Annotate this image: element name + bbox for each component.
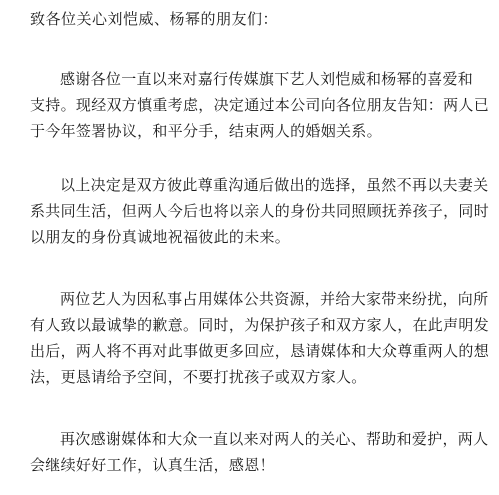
paragraph-line: 系共同生活，但两人今后也将以亲人的身份共同照顾抚养孩子，同时 (30, 202, 490, 220)
paragraph-apology (30, 286, 490, 390)
paragraph-line: 出后，两人将不再对此事做更多回应，恳请媒体和大众尊重两人的想 (30, 342, 490, 360)
paragraph-line: 感谢各位一直以来对嘉行传媒旗下艺人刘恺威和杨幂的喜爱和 (60, 70, 474, 88)
paragraph-line: 有人致以最诚挚的歉意。同时，为保护孩子和双方家人，在此声明发 (30, 316, 490, 334)
paragraph-thanks (30, 66, 490, 144)
paragraph-line: 以朋友的身份真诚地祝福彼此的未来。 (30, 228, 291, 246)
paragraph-line: 支持。现经双方慎重考虑，决定通过本公司向各位朋友告知：两人已 (30, 96, 490, 114)
paragraph-line: 两位艺人为因私事占用媒体公共资源，并给大家带来纷扰，向所 (60, 290, 489, 308)
paragraph-decision (30, 172, 490, 250)
letter-greeting: 致各位关心刘恺威、杨幂的朋友们： (30, 10, 279, 28)
paragraph-line: 法，更恳请给予空间，不要打扰孩子或双方家人。 (30, 368, 367, 386)
paragraph-line: 会继续好好工作，认真生活，感恩！ (30, 456, 275, 474)
paragraph-line: 于今年签署协议，和平分手，结束两人的婚姻关系。 (30, 122, 382, 140)
paragraph-line: 以上决定是双方彼此尊重沟通后做出的选择，虽然不再以夫妻关 (60, 176, 489, 194)
paragraph-line: 再次感谢媒体和大众一直以来对两人的关心、帮助和爱护，两人 (60, 430, 489, 448)
paragraph-closing (30, 426, 489, 478)
